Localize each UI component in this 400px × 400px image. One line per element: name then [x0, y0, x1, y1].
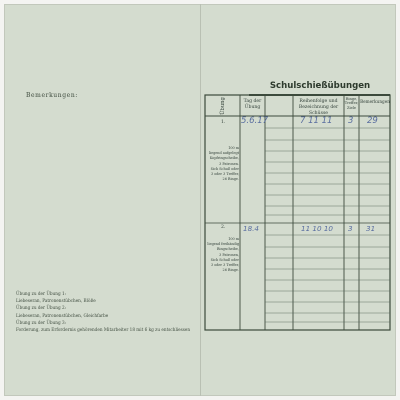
description-line: liegend aufgelegt	[208, 151, 239, 156]
instructions-block	[16, 290, 196, 333]
remarks-label: Bemerkungen:	[26, 92, 78, 99]
exercise-2-remarks: 31	[366, 224, 376, 233]
exercise-2-shots: 11 10 10	[301, 224, 334, 233]
description-line: Sich Schuß oder	[210, 166, 239, 171]
instruction-line: Liebeseran, Patronenstübchen, Blöße	[16, 298, 96, 304]
exercise-2-number: 2.	[221, 225, 226, 230]
description-line: 100 m	[228, 237, 239, 241]
exercise-1-date: 5.6.17	[241, 116, 269, 126]
exercise-table-grid	[201, 4, 396, 396]
description-line: 3 oder 3 Treffer,	[210, 263, 239, 268]
instruction-line: Übung zu der Übung 3:	[16, 319, 67, 325]
column-header-date: Tag der Übung	[243, 99, 262, 110]
description-line: 100 m	[228, 146, 239, 150]
exercise-2-description	[195, 237, 239, 273]
exercise-2-date: 18.4	[243, 224, 260, 233]
description-line: 3 Patronen.	[219, 161, 239, 166]
column-header-exercise: Übung	[219, 96, 226, 115]
column-header-totals: Ringe, Treffer, Ziele	[344, 97, 359, 110]
exercise-1-description	[195, 146, 239, 182]
exercise-1-hits: 3	[348, 116, 354, 126]
description-line: Kopfringscheibe,	[209, 156, 239, 161]
description-line: Ringscheibe,	[216, 247, 239, 252]
column-header-remarks: Bemerkungen	[360, 99, 390, 104]
exercise-1-remarks: 29	[367, 116, 378, 126]
exercise-2-hits: 3	[348, 224, 353, 233]
left-page	[4, 4, 200, 396]
instruction-line: Übung zu der Übung 1:	[16, 291, 67, 296]
right-page	[201, 4, 396, 396]
description-line: 26 Ringe.	[222, 268, 239, 273]
instruction-line: Liebeseran, Patronenstübchen, Gleichfarbe	[16, 312, 109, 318]
instruction-line: Übung zu der Übung 2:	[16, 305, 67, 311]
exercise-1-shots: 7 11 11	[300, 116, 333, 126]
column-header-shots: Reihenfolge und Bezeichnung der Schüsse	[298, 99, 339, 116]
description-line: liegend freihändig	[207, 242, 239, 247]
description-line: 3 Patronen,	[219, 252, 239, 257]
description-line: 26 Ringe.	[222, 177, 239, 182]
instruction-line: Forderung, zum Erfordernis gehörenden Mitarbeiter 18 mit 6 kg zu entschliessen	[16, 327, 191, 333]
description-line: Sich Schuß oder	[210, 257, 239, 262]
page-title: Schulschießübungen	[269, 81, 371, 91]
description-line: 3 oder 3 Treffer,	[210, 172, 239, 177]
exercise-1-number: 1.	[221, 120, 226, 125]
